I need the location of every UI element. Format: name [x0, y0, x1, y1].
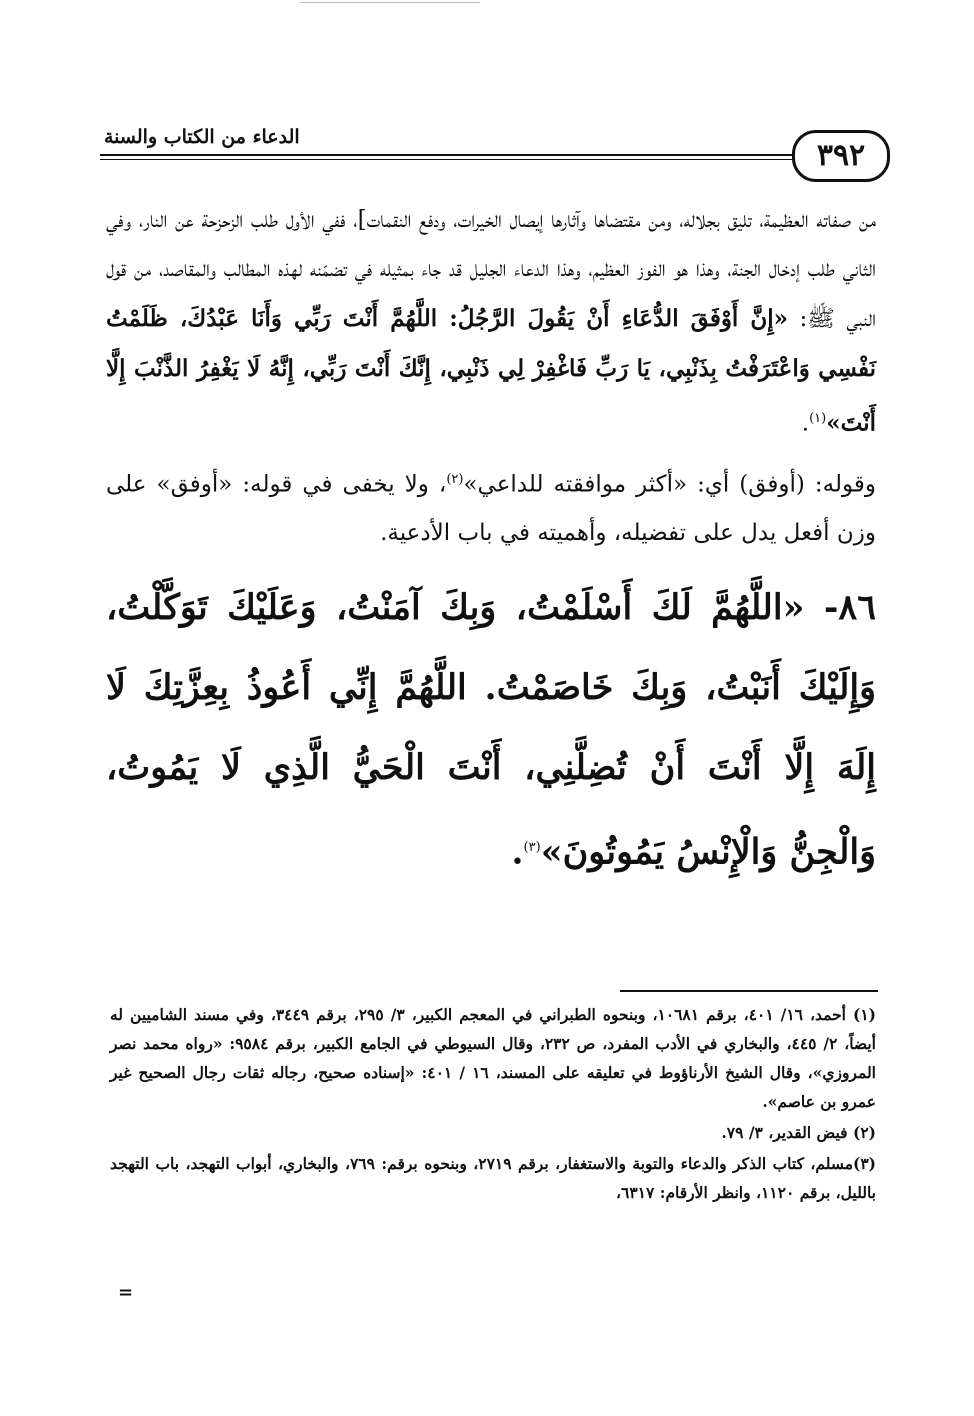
paragraph-intro [106, 196, 876, 449]
footnote-3: (٣)مسلم، كتاب الذكر والدعاء والتوبة والاستغفار، برقم ٢٧١٩، وبنحوه برقم: ٧٦٩، والبخاري، أبواب التهجد، باب التهجد بالليل، برقم ١١٢٠، وانظر الأرقام: ٦٣١٧، [110, 1154, 876, 1202]
footnote-ref-2: (٢) [446, 471, 464, 487]
paragraph-explanation [106, 455, 876, 559]
dua-end: . [511, 831, 524, 873]
footnote-1: (١) أحمد، ١٦/ ٤٠١، برقم ١٠٦٨١، وبنحوه الطبراني في المعجم الكبير، ٣/ ٢٩٥، برقم ٣٤٤٩، وفي مسند الشاميين له أيضاً، ٢/ ٤٤٥، والبخاري في الأدب المفرد، ص ٢٣٢، وقال السيوطي في الجامع الكبير، برقم ٩٥٨٤: «رواه محمد نصر المروزي»، وقال الشيخ الأرناؤوط في تعليقه على المسند، ١٦ / ٤٠١: «إسناده صحيح، رجاله ثقات رجال الصحيح غير عمرو بن عاصم». [110, 1005, 876, 1111]
hadith-quote: «إِنَّ أَوْفَقَ الدُّعَاءِ أَنْ يَقُولَ الرَّجُلُ: اللَّهُمَّ أَنْتَ رَبِّي وَأَنَا عَبْدُكَ، ظَلَمْتُ نَفْسِي وَاعْتَرَفْتُ بِذَنْبِي، يَا رَبِّ فَاغْفِرْ لِي ذَنْبِي، إِنَّكَ أَنْتَ رَبِّي، إِنَّهُ لَا يَغْفِرُ الذَّنْبَ إِلَّا أَنْتَ» [106, 305, 876, 437]
top-edge-line [300, 2, 480, 3]
footnote-ref-1: (١) [809, 411, 827, 426]
hadith-end: . [801, 410, 810, 437]
explanation-text-a: وقوله: (أوفق) أي: «أكثر موافقته للداعي» [463, 471, 876, 498]
dua-text: ٨٦- «اللَّهُمَّ لَكَ أَسْلَمْتُ، وَبِكَ آمَنْتُ، وَعَلَيْكَ تَوَكَّلْتُ، وَإِلَيْكَ أَنَبْتُ، وَبِكَ خَاصَمْتُ. اللَّهُمَّ إِنِّي أَعُوذُ بِعِزَّتِكَ لَا إِلَهَ إِلَّا أَنْتَ أَنْ تُضِلَّنِي، أَنْتَ الْحَيُّ الَّذِي لَا يَمُوتُ، وَالْجِنُّ وَالْإِنْسُ يَمُوتُونَ» [106, 587, 876, 873]
header-rule [100, 154, 800, 160]
page-number: ٣٩٢ [792, 130, 890, 182]
footnote-separator [620, 990, 878, 992]
main-text [106, 196, 876, 893]
page-header [100, 118, 890, 188]
dua-86 [106, 568, 876, 893]
explanation-text-b: ، ولا يخفى في قوله: «أوفق» على وزن أفعل يدل على تفضيله، وأهميته في باب الأدعية. [106, 471, 876, 547]
continuation-mark: = [118, 1282, 134, 1303]
footnote-ref-3: (٣) [523, 840, 541, 856]
footnotes [110, 1000, 876, 1207]
footnote-2: (٢) فيض القدير، ٣/ ٧٩. [721, 1123, 876, 1142]
intro-text: من صفاته العظيمة، تليق بجلاله، ومن مقتضاها وآثارها إيصال الخيرات، ودفع النقمات]، ففي الأول طلب الزحزحة عن النار، وفي الثاني طلب إدخال الجنة، وهذا هو الفوز العظيم، وهذا الدعاء الجليل قد جاء بمثيله في تضمّنه لهذه المطالب والمقاصد، من قول النبي ﷺ: [106, 207, 876, 332]
running-title: الدعاء من الكتاب والسنة [104, 126, 300, 148]
